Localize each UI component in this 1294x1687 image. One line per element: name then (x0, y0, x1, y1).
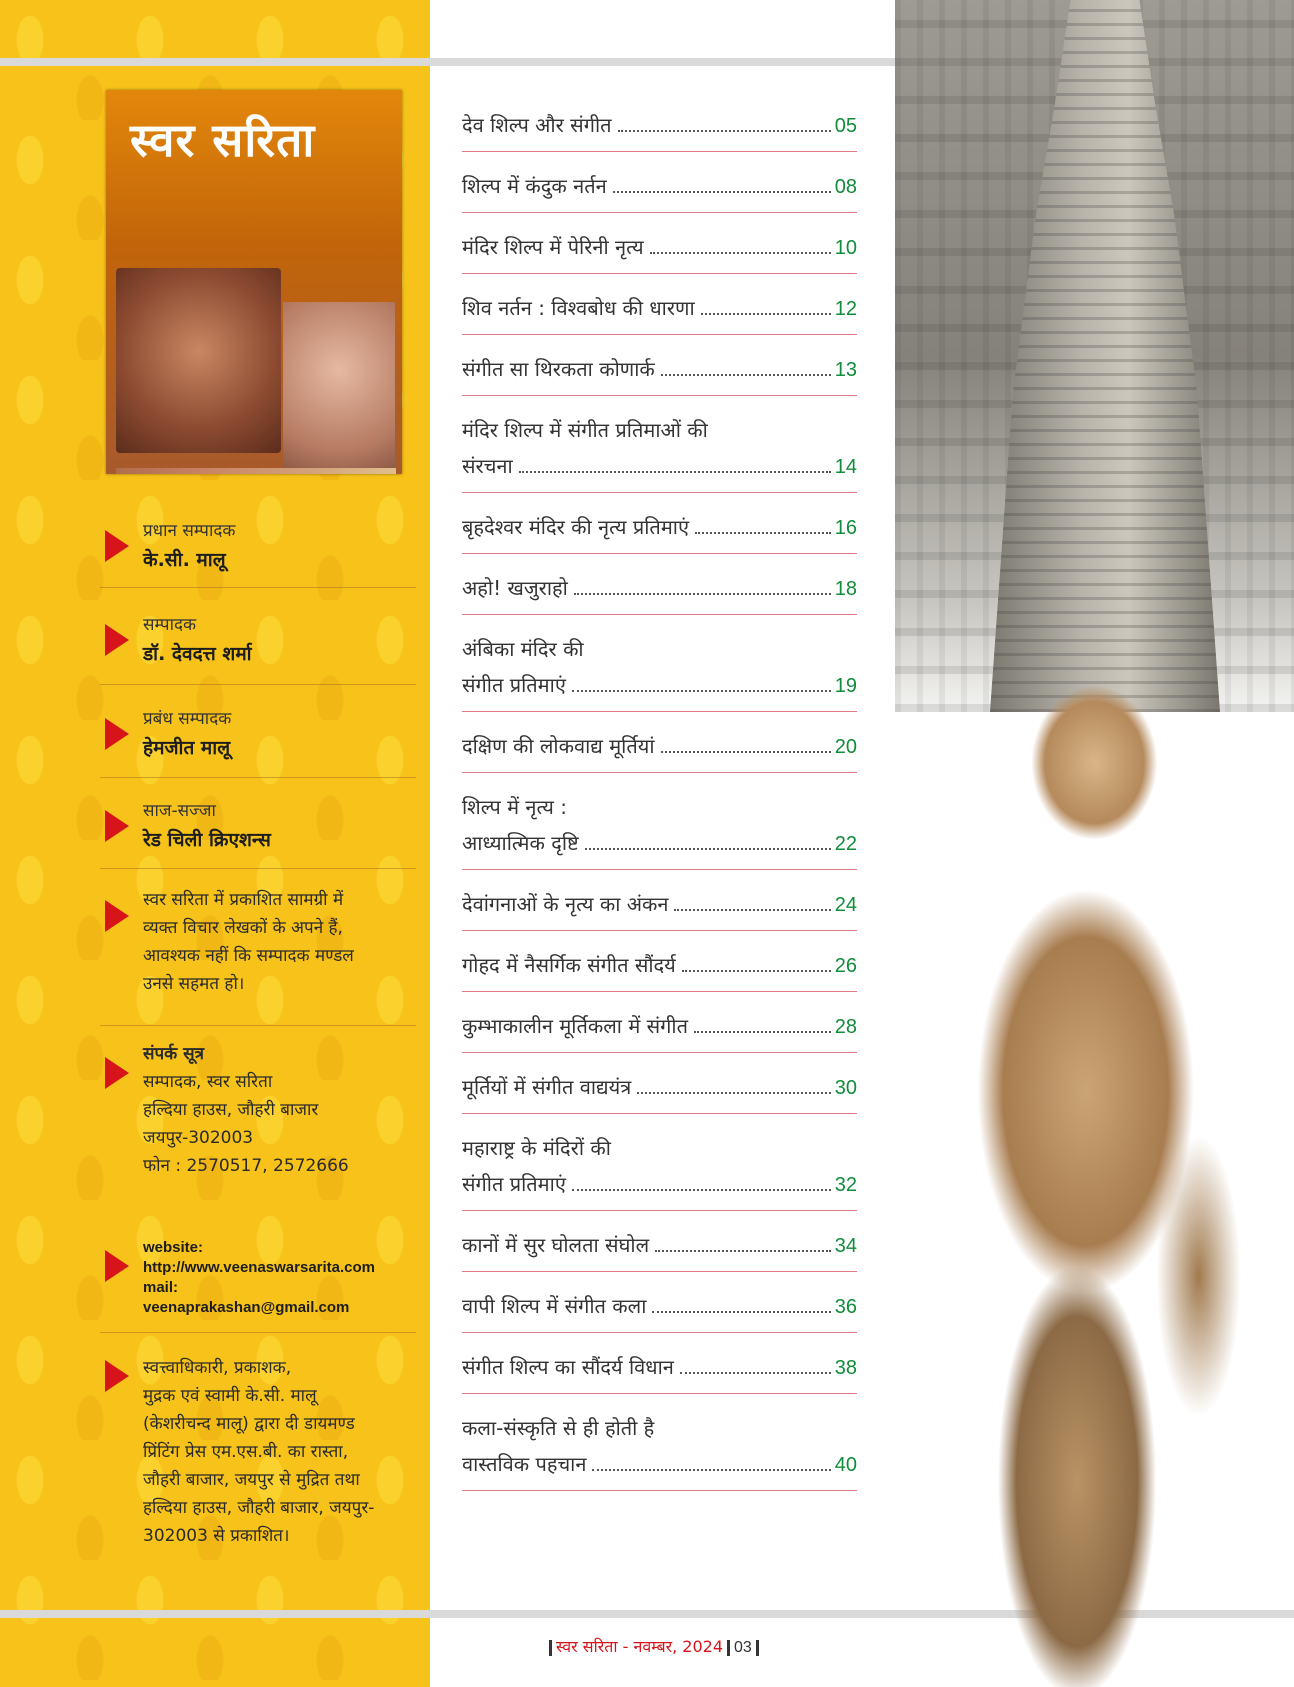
toc-title: बृहदेश्वर मंदिर की नृत्य प्रतिमाएं (462, 515, 690, 539)
toc-divider (462, 772, 857, 773)
toc-page-number: 34 (834, 1235, 857, 1257)
toc-entry[interactable] (462, 173, 857, 199)
toc-leader-dots (655, 1250, 831, 1252)
cover-sculpture-image (283, 302, 395, 472)
red-triangle-icon (105, 1360, 129, 1392)
toc-divider (462, 1113, 857, 1114)
toc-title: देव शिल्प और संगीत (462, 113, 612, 137)
toc-page-number: 38 (834, 1357, 857, 1379)
toc-entry[interactable] (462, 794, 857, 856)
toc-leader-dots (695, 532, 831, 534)
red-triangle-icon (105, 718, 129, 750)
toc-page-number: 20 (834, 736, 857, 758)
toc-title: संरचना (462, 454, 513, 478)
toc-entry[interactable] (462, 952, 857, 978)
divider (100, 1025, 416, 1026)
divider (100, 587, 416, 588)
toc-title: कुम्भाकालीन मूर्तिकला में संगीत (462, 1014, 689, 1038)
credit-editor (100, 612, 410, 672)
divider (100, 868, 416, 869)
toc-title: संगीत प्रतिमाएं (462, 1172, 566, 1196)
red-triangle-icon (105, 810, 129, 842)
toc-title: देवांगनाओं के नृत्य का अंकन (462, 892, 669, 916)
toc-leader-dots (682, 970, 831, 972)
toc-title: दक्षिण की लोकवाद्य मूर्तियां (462, 734, 655, 758)
toc-divider (462, 1490, 857, 1491)
toc-leader-dots (613, 191, 831, 193)
email-link[interactable]: veenaprakashan@gmail.com (143, 1299, 350, 1316)
web-contact: website: http://www.veenaswarsarita.com mail: veenaprakashan@gmail.com (143, 1239, 376, 1316)
toc-leader-dots (574, 593, 831, 595)
toc-title: कला-संस्कृति से ही होती है (462, 1416, 655, 1440)
cover-title: स्वर सरिता (130, 113, 316, 167)
toc-leader-dots (572, 690, 831, 692)
imprint: स्वत्त्वाधिकारी, प्रकाशक, मुद्रक एवं स्वामी के.सी. मालू (केशरीचन्द मालू) द्वारा दी डायमण्ड प्रिंटिंग प्रेस एम.एस.बी. का रास्ता, जौहरी बाजार, जयपुर से मुद्रित तथा हल्दिया हाउस, जौहरी बाजार, जयपुर- 302003 से प्रकाशित। (143, 1358, 375, 1546)
toc-divider (462, 553, 857, 554)
red-triangle-icon (105, 900, 129, 932)
toc-leader-dots (701, 313, 831, 315)
toc-entry[interactable] (462, 1415, 857, 1477)
toc-page-number: 13 (834, 359, 857, 381)
toc-leader-dots (618, 130, 831, 132)
toc-leader-dots (650, 252, 831, 254)
toc-title: अहो! खजुराहो (462, 576, 568, 600)
toc-divider (462, 273, 857, 274)
toc-entry[interactable] (462, 1135, 857, 1197)
toc-divider (462, 1393, 857, 1394)
toc-entry[interactable] (462, 1013, 857, 1039)
red-triangle-icon (105, 530, 129, 562)
toc-leader-dots (519, 471, 831, 473)
toc-entry[interactable] (462, 1232, 857, 1258)
toc-leader-dots (585, 848, 831, 850)
toc-entry[interactable] (462, 1354, 857, 1380)
toc-entry[interactable] (462, 636, 857, 698)
footer-bar (549, 1640, 552, 1656)
contact-heading: संपर्क सूत्र (143, 1044, 204, 1064)
credit-label: सम्पादक (143, 615, 197, 635)
dancer-sculpture-image (860, 660, 1294, 1687)
toc-page-number: 28 (834, 1016, 857, 1038)
toc-entry[interactable] (462, 575, 857, 601)
toc-page-number: 14 (834, 456, 857, 478)
toc-entry[interactable] (462, 295, 857, 321)
toc-title: शिल्प में नृत्य : (462, 795, 567, 819)
toc-page-number: 40 (834, 1454, 857, 1476)
toc-divider (462, 212, 857, 213)
toc-divider (462, 869, 857, 870)
toc-title: शिल्प में कंदुक नर्तन (462, 174, 607, 198)
toc-page-number: 22 (834, 833, 857, 855)
toc-entry[interactable] (462, 733, 857, 759)
toc-entry[interactable] (462, 234, 857, 260)
credit-value: डॉ. देवदत्त शर्मा (143, 643, 252, 665)
toc-page-number: 10 (834, 237, 857, 259)
toc-divider (462, 1210, 857, 1211)
credit-value: रेड चिली क्रिएशन्स (143, 829, 271, 851)
toc-page-number: 32 (834, 1174, 857, 1196)
toc-page-number: 16 (834, 517, 857, 539)
cover-sculpture-image (116, 268, 281, 453)
credit-value: हेमजीत मालू (143, 737, 231, 759)
cover-thumbnail (106, 90, 402, 474)
toc-page-number: 30 (834, 1077, 857, 1099)
toc-page-number: 08 (834, 176, 857, 198)
toc-divider (462, 492, 857, 493)
footer-bar (756, 1640, 759, 1656)
toc-title: महाराष्ट्र के मंदिरों की (462, 1136, 611, 1160)
red-triangle-icon (105, 1250, 129, 1282)
toc-title: संगीत सा थिरकता कोणार्क (462, 357, 655, 381)
toc-title: संगीत प्रतिमाएं (462, 673, 566, 697)
footer-magazine: स्वर सरिता - नवम्बर, 2024 (556, 1637, 724, 1656)
toc-leader-dots (661, 374, 831, 376)
toc-leader-dots (661, 751, 831, 753)
credit-label: प्रबंध सम्पादक (143, 709, 232, 729)
toc-title: गोहद में नैसर्गिक संगीत सौंदर्य (462, 953, 676, 977)
toc-title: मंदिर शिल्प में संगीत प्रतिमाओं की (462, 418, 708, 442)
footer-page-number: 03 (734, 1639, 752, 1656)
toc-title: अंबिका मंदिर की (462, 637, 584, 661)
toc-page-number: 18 (834, 578, 857, 600)
footer-bar (727, 1640, 730, 1656)
divider (100, 777, 416, 778)
credit-label: प्रधान सम्पादक (143, 521, 236, 541)
toc-divider (462, 1052, 857, 1053)
toc-leader-dots (652, 1311, 830, 1313)
toc-entry[interactable] (462, 1074, 857, 1100)
divider (100, 1332, 416, 1333)
toc-divider (462, 395, 857, 396)
toc-leader-dots (592, 1469, 830, 1471)
toc-divider (462, 1271, 857, 1272)
toc-title: संगीत शिल्प का सौंदर्य विधान (462, 1355, 674, 1379)
toc-page-number: 36 (834, 1296, 857, 1318)
toc-entry[interactable] (462, 112, 857, 138)
credit-managing-editor (100, 706, 410, 766)
toc-title: वापी शिल्प में संगीत कला (462, 1294, 647, 1318)
toc-divider (462, 930, 857, 931)
toc-leader-dots (637, 1092, 830, 1094)
toc-entry[interactable] (462, 514, 857, 540)
toc-leader-dots (572, 1189, 831, 1191)
toc-leader-dots (674, 909, 830, 911)
contact: संपर्क सूत्र सम्पादक, स्वर सरिता हल्दिया हाउस, जौहरी बाजार जयपुर-302003 फोन : 2570517, 2572666 (143, 1040, 413, 1180)
toc-leader-dots (680, 1372, 831, 1374)
disclaimer: स्वर सरिता में प्रकाशित सामग्री में व्यक्त विचार लेखकों के अपने हैं, आवश्यक नहीं कि सम्पादक मण्डल उनसे सहमत हो। (143, 890, 354, 994)
toc-divider (462, 151, 857, 152)
credit-value: के.सी. मालू (143, 549, 226, 571)
credit-design (100, 798, 410, 858)
toc-title: शिव नर्तन : विश्वबोध की धारणा (462, 296, 695, 320)
toc-title: वास्तविक पहचान (462, 1452, 587, 1476)
toc-entry[interactable] (462, 1293, 857, 1319)
toc-entry[interactable] (462, 356, 857, 382)
page-footer (545, 1635, 763, 1657)
toc-entry[interactable] (462, 891, 857, 917)
toc-title: आध्यात्मिक दृष्टि (462, 831, 579, 855)
toc-title: मूर्तियों में संगीत वाद्ययंत्र (462, 1075, 632, 1099)
cover-sculpture-strip (116, 468, 396, 474)
toc-page-number: 12 (834, 298, 857, 320)
toc-title: कानों में सुर घोलता संघोल (462, 1233, 650, 1257)
toc-page-number: 24 (834, 894, 857, 916)
toc-divider (462, 334, 857, 335)
toc-divider (462, 991, 857, 992)
toc-leader-dots (694, 1031, 831, 1033)
toc-title: मंदिर शिल्प में पेरिनी नृत्य (462, 235, 644, 259)
toc-entry[interactable] (462, 417, 857, 479)
red-triangle-icon (105, 1057, 129, 1089)
red-triangle-icon (105, 624, 129, 656)
toc-page-number: 19 (834, 675, 857, 697)
divider (100, 684, 416, 685)
website-link[interactable]: http://www.veenaswarsarita.com (143, 1259, 376, 1276)
toc-divider (462, 1332, 857, 1333)
toc-divider (462, 614, 857, 615)
credit-chief-editor (100, 518, 410, 578)
toc-divider (462, 711, 857, 712)
credit-label: साज-सज्जा (143, 801, 216, 821)
toc-page-number: 26 (834, 955, 857, 977)
toc-page-number: 05 (834, 115, 857, 137)
